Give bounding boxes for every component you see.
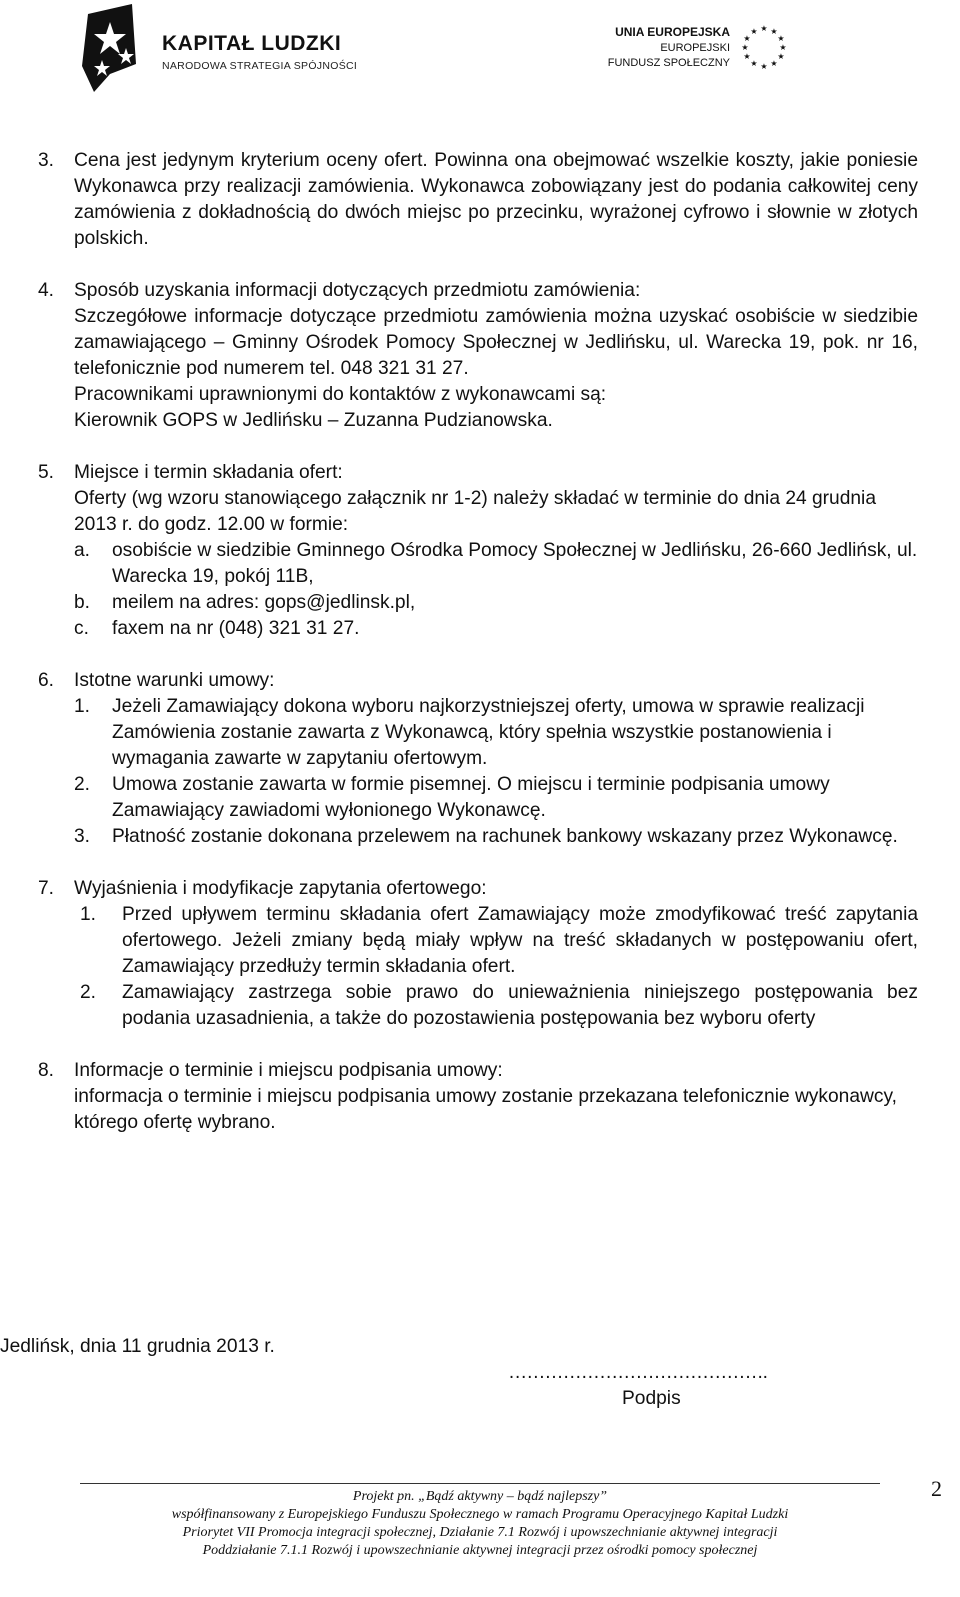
kapital-ludzki-logo [80, 4, 370, 94]
section-paragraph: Kierownik GOPS w Jedlińsku – Zuzanna Pudzianowska. [74, 410, 553, 431]
list-item-marker: 2. [74, 774, 91, 795]
svg-text:★: ★ [743, 34, 751, 43]
section-number: 6. [38, 670, 55, 691]
svg-text:★: ★ [750, 59, 758, 68]
svg-text:★: ★ [760, 24, 768, 33]
list-item [74, 616, 918, 642]
signature-date: Jedlińsk, dnia 11 grudnia 2013 r. [0, 1336, 275, 1357]
svg-text:★: ★ [777, 34, 785, 43]
list-item-marker: b. [74, 592, 91, 613]
list-item-text: osobiście w siedzibie Gminnego Ośrodka Pomocy Społecznej w Jedlińsku, 26-660 Jedlińsk, ul. Warecka 19, pokój 11B, [112, 540, 918, 587]
list-item-text: Umowa zostanie zawarta w formie pisemnej. O miejscu i terminie podpisania umowy Zamawiający zawiadomi wyłonionego Wykonawcę. [112, 774, 830, 821]
section-number: 3. [38, 150, 55, 171]
section-text: Cena jest jedynym kryterium oceny ofert. Powinna ona obejmować wszelkie koszty, jakie poniesie Wykonawca przy realizacji zamówienia. Wykonawca zobowiązany jest do podania całkowitej ceny zamówienia z dokładnością do dwóch miejsc po przecinku, wyrażonej cyfrowo i słownie w złotych polskich. [74, 150, 918, 249]
section-number: 4. [38, 280, 55, 301]
signature-line: ……………………………………. [508, 1362, 767, 1383]
list-item-text: Przed upływem terminu składania ofert Zamawiający może zmodyfikować treść zapytania ofertowego. Jeżeli zmiany będą miały wpływ na treść składanych w postępowaniu ofert, Zamawiający przedłuży termin składania ofert. [122, 904, 918, 977]
section-heading: Sposób uzyskania informacji dotyczących przedmiotu zamówienia: [74, 280, 641, 301]
section-heading: Wyjaśnienia i modyfikacje zapytania ofertowego: [74, 878, 487, 899]
kapital-ludzki-star-icon [80, 4, 160, 94]
svg-text:★: ★ [750, 27, 758, 36]
list-item-text: faxem na nr (048) 321 31 27. [112, 618, 360, 639]
footer-line: Poddziałanie 7.1.1 Rozwój i upowszechnianie aktywnej integracji przez ośrodki pomocy społecznej [202, 1543, 758, 1558]
section-7 [38, 876, 918, 1032]
section-5 [38, 460, 918, 642]
footer-line: Projekt pn. „Bądź aktywny – bądź najlepszy” [352, 1489, 608, 1504]
list-item [74, 590, 918, 616]
list-item-marker: 2. [80, 982, 97, 1003]
section-number: 8. [38, 1060, 55, 1081]
svg-text:★: ★ [741, 43, 749, 52]
list-item [74, 772, 918, 824]
logo-subtitle: NARODOWA STRATEGIA SPÓJNOŚCI [162, 60, 358, 72]
section-paragraph: informacja o terminie i miejscu podpisania umowy zostanie przekazana telefonicznie wykonawcy, którego ofertę wybrano. [74, 1086, 897, 1133]
eu-logo-line1: UNIA EUROPEJSKA [615, 25, 730, 39]
section-4 [38, 278, 918, 434]
eu-logo-line3: FUNDUSZ SPOŁECZNY [607, 57, 730, 69]
list-item [74, 694, 918, 772]
svg-text:★: ★ [760, 62, 768, 71]
section-paragraph: Szczegółowe informacje dotyczące przedmiotu zamówienia można uzyskać osobiście w siedzibie zamawiającego – Gminny Ośrodek Pomocy Społecznej w Jedlińsku, ul. Warecka 19, pok. nr 16, telefonicznie pod numerem tel. 048 321 31 27. [74, 306, 918, 379]
section-8 [38, 1058, 918, 1136]
signature-label: Podpis [622, 1388, 681, 1409]
document-body [38, 148, 918, 1136]
list-item-marker: 1. [74, 696, 91, 717]
list-item [74, 538, 918, 590]
svg-text:★: ★ [777, 52, 785, 61]
section-3 [38, 148, 918, 252]
section-paragraph: Pracownikami uprawnionymi do kontaktów z wykonawcami są: [74, 384, 607, 405]
list-item-text: Jeżeli Zamawiający dokona wyboru najkorzystniejszej oferty, umowa w sprawie realizacji Zamówienia zostanie zawarta z Wykonawcą, który spełnia wszystkie postanowienia i wymagania zawarte w zapytaniu ofertowym. [112, 696, 865, 769]
list-item-text: Zamawiający zastrzega sobie prawo do unieważnienia niniejszego postępowania bez podania uzasadnienia, a także do pozostawienia postępowania bez wyboru oferty [122, 982, 918, 1029]
section-paragraph: Oferty (wg wzoru stanowiącego załącznik nr 1-2) należy składać w terminie do dnia 24 grudnia 2013 r. do godz. 12.00 w formie: [74, 488, 876, 535]
eu-logo [607, 22, 800, 82]
list-item-text: meilem na adres: gops@jedlinsk.pl, [112, 592, 416, 613]
section-number: 7. [38, 878, 55, 899]
section-heading: Informacje o terminie i miejscu podpisania umowy: [74, 1060, 503, 1081]
eu-logo-line2: EUROPEJSKI [660, 42, 730, 54]
svg-text:★: ★ [779, 43, 787, 52]
list-item [80, 902, 918, 980]
list-item-marker: a. [74, 540, 91, 561]
section-heading: Miejsce i termin składania ofert: [74, 462, 343, 483]
list-item-marker: c. [74, 618, 89, 639]
list-item-text: Płatność zostanie dokonana przelewem na rachunek bankowy wskazany przez Wykonawcę. [112, 826, 898, 847]
list-item-marker: 3. [74, 826, 91, 847]
section-6 [38, 668, 918, 850]
footer-line: Priorytet VII Promocja integracji społecznej, Działanie 7.1 Rozwój i upowszechnianie aktywnej integracji [182, 1525, 778, 1540]
footer [80, 1488, 880, 1560]
list-item [74, 824, 918, 850]
logo-title: KAPITAŁ LUDZKI [162, 32, 342, 55]
footer-line: współfinansowany z Europejskiego Funduszu Społecznego w ramach Programu Operacyjnego Kapitał Ludzki [171, 1507, 789, 1522]
section-heading: Istotne warunki umowy: [74, 670, 275, 691]
eu-stars-icon [736, 22, 792, 72]
list-item [80, 980, 918, 1032]
footer-divider [80, 1483, 880, 1484]
list-item-marker: 1. [80, 904, 97, 925]
svg-text:★: ★ [770, 27, 778, 36]
page-number: 2 [931, 1476, 942, 1501]
svg-text:★: ★ [743, 52, 751, 61]
svg-text:★: ★ [770, 59, 778, 68]
section-number: 5. [38, 462, 55, 483]
